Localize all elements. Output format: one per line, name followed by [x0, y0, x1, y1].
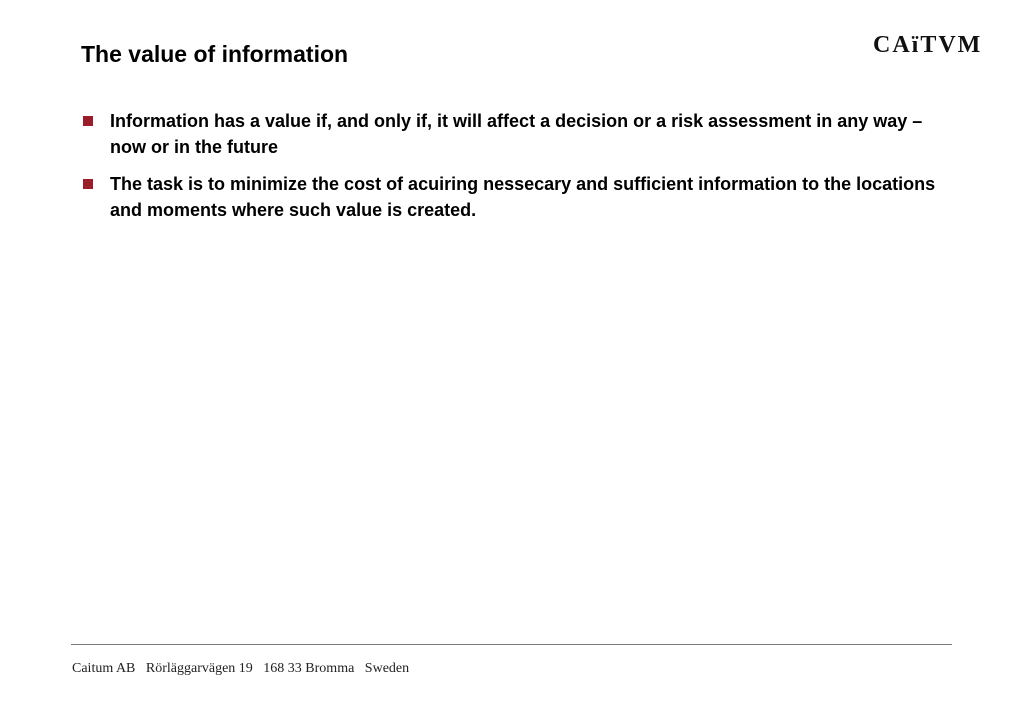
bullet-text: Information has a value if, and only if, it will affect a decision or a risk assessment in any way – now or in the future	[110, 111, 923, 157]
slide-title: The value of information	[81, 41, 349, 67]
company-logo: CAïTVM	[873, 32, 983, 58]
square-bullet-icon	[83, 179, 93, 189]
bullet-item	[81, 108, 951, 160]
footer-divider	[71, 644, 952, 645]
bullet-text: The task is to minimize the cost of acuiring nessecary and sufficient information to the locations and moments where such value is created.	[110, 174, 936, 220]
footer-address: Caitum AB Rörläggarvägen 19 168 33 Bromma Sweden	[72, 661, 410, 676]
bullet-item	[81, 171, 951, 223]
bullet-list	[81, 108, 951, 234]
square-bullet-icon	[83, 116, 93, 126]
